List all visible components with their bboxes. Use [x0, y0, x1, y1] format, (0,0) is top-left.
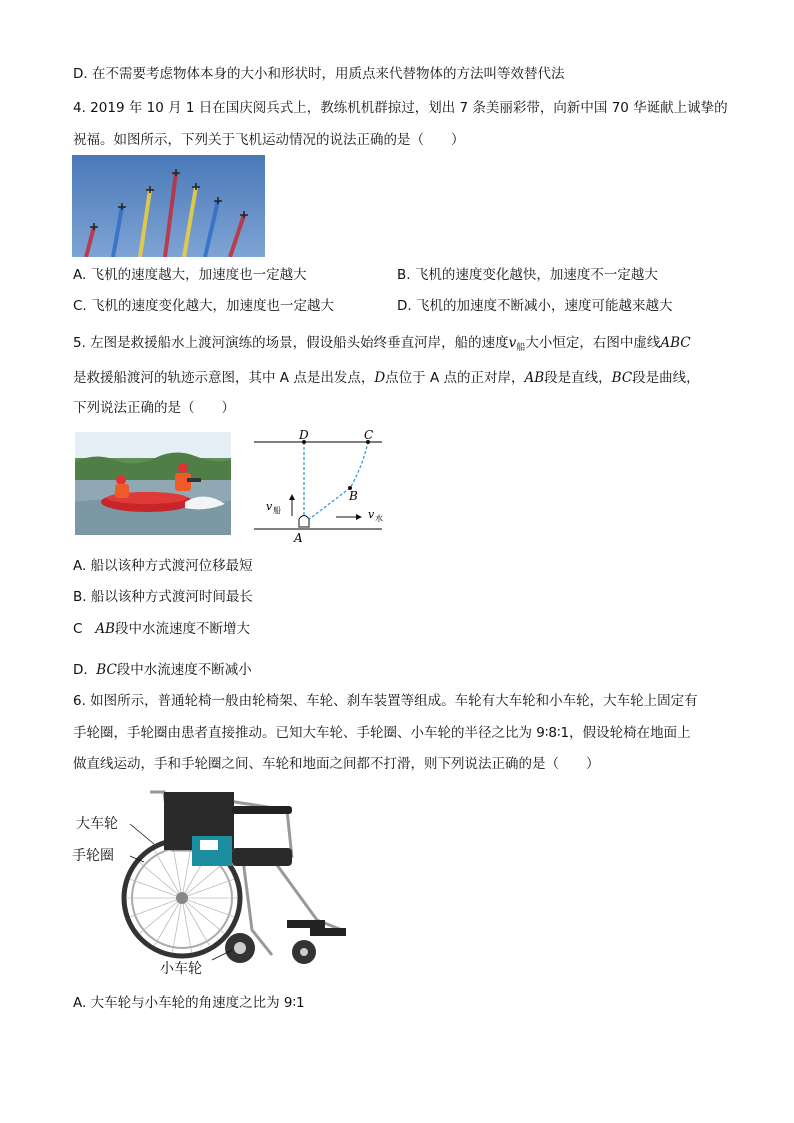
q4-stem-line2: 祝福。如图所示，下列关于飞机运动情况的说法正确的是（ ） [73, 132, 465, 148]
rescue-boat-photo [75, 432, 231, 535]
q5-stem-line1: 5. 左图是救援船水上渡河演练的场景，假设船头始终垂直河岸，船的速度$v_船$大小恒定，右图中虚线ABC [73, 335, 691, 353]
q4-option-b: B. 飞机的速度变化越快，加速度不一定越大 [397, 267, 658, 283]
label-v-water: v [368, 508, 375, 521]
label-hand-rim: 手轮圈 [72, 848, 114, 864]
q4-option-a: A. 飞机的速度越大，加速度也一定越大 [73, 267, 307, 283]
airshow-photo [72, 155, 265, 257]
label-v-boat: v [266, 500, 273, 513]
label-d: D [299, 428, 309, 442]
q4-option-d: D. 飞机的加速度不断减小，速度可能越来越大 [397, 298, 673, 314]
label-big-wheel: 大车轮 [76, 816, 118, 832]
label-small-wheel: 小车轮 [160, 961, 202, 977]
q5-option-c: C AB段中水流速度不断增大 [73, 621, 250, 637]
q6-stem-line1: 6. 如图所示，普通轮椅一般由轮椅架、车轮、刹车装置等组成。车轮有大车轮和小车轮，大车轮上固定有 [73, 693, 698, 709]
label-v-water-sub: 水 [375, 514, 383, 523]
trajectory-abc [308, 442, 368, 520]
q5-option-b: B. 船以该种方式渡河时间最长 [73, 589, 253, 605]
boat-icon [299, 516, 309, 528]
label-c: C [364, 428, 374, 442]
wheelchair-photo [72, 780, 352, 980]
q4-stem-line1: 4. 2019 年 10 月 1 日在国庆阅兵式上，教练机机群掠过，划出 7 条美丽彩带，向新中国 70 华诞献上诚挚的 [73, 100, 728, 116]
q5-option-a: A. 船以该种方式渡河位移最短 [73, 558, 253, 574]
label-v-boat-sub: 船 [273, 506, 281, 515]
q6-option-a: A. 大车轮与小车轮的角速度之比为 9∶1 [73, 995, 305, 1011]
q6-stem-line3: 做直线运动，手和手轮圈之间、车轮和地面之间都不打滑，则下列说法正确的是（ ） [73, 756, 600, 772]
q5-stem-line2: 是救援船渡河的轨迹示意图，其中 A 点是出发点，D点位于 A 点的正对岸，AB段是直线，BC段是曲线， [73, 370, 700, 386]
river-crossing-diagram [250, 428, 386, 548]
q5-stem-line3: 下列说法正确的是（ ） [73, 400, 235, 416]
q6-stem-line2: 手轮圈，手轮圈由患者直接推动。已知大车轮、手轮圈、小车轮的半径之比为 9∶8∶1，假设轮椅在地面上 [73, 725, 691, 741]
q3-option-d: D. 在不需要考虑物体本身的大小和形状时，用质点来代替物体的方法叫等效替代法 [73, 66, 565, 82]
q5-option-d: D. BC段中水流速度不断减小 [73, 662, 252, 678]
q4-option-c: C. 飞机的速度变化越大，加速度也一定越大 [73, 298, 335, 314]
label-a: A [294, 531, 303, 545]
label-b: B [349, 489, 358, 503]
